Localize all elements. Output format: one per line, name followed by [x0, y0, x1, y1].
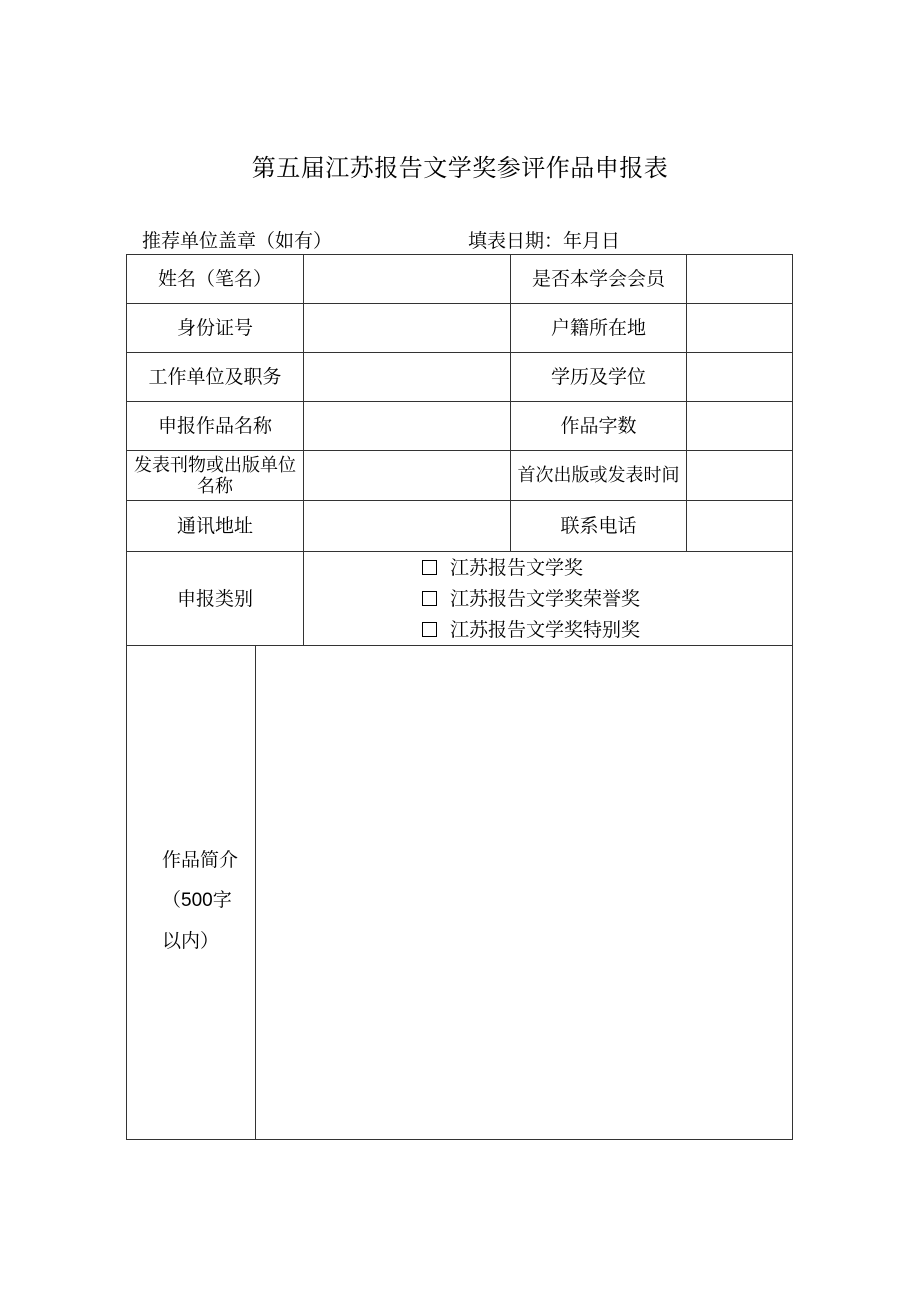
category-option-1[interactable]	[422, 552, 583, 583]
category-options	[303, 551, 793, 646]
input-household[interactable]	[686, 303, 793, 353]
form-title: 第五届江苏报告文学奖参评作品申报表	[251, 154, 669, 182]
input-address[interactable]	[303, 500, 511, 552]
label-household: 户籍所在地	[510, 303, 687, 353]
label-work-title: 申报作品名称	[126, 401, 304, 451]
input-word-count[interactable]	[686, 401, 793, 451]
checkbox-icon[interactable]	[422, 591, 437, 606]
category-option-label: 江苏报告文学奖荣誉奖	[450, 587, 641, 610]
checkbox-icon[interactable]	[422, 622, 437, 637]
input-name[interactable]	[303, 254, 511, 304]
intro-label-line3: 以内）	[162, 930, 220, 952]
recommender-seal-label: 推荐单位盖章（如有）	[142, 230, 333, 252]
input-first-publish-time[interactable]	[686, 450, 793, 501]
intro-label	[162, 840, 238, 961]
category-option-label: 江苏报告文学奖特别奖	[450, 618, 641, 641]
input-member[interactable]	[686, 254, 793, 304]
label-phone: 联系电话	[510, 500, 687, 552]
label-category: 申报类别	[126, 551, 304, 646]
fill-date-label: 填表日期：年月日	[468, 230, 621, 252]
input-intro[interactable]	[255, 645, 793, 1140]
label-address: 通讯地址	[126, 500, 304, 552]
label-first-publish-time: 首次出版或发表时间	[510, 450, 687, 501]
input-phone[interactable]	[686, 500, 793, 552]
category-option-label: 江苏报告文学奖	[450, 556, 584, 579]
input-publisher[interactable]	[303, 450, 511, 501]
intro-label-line2: （500字	[162, 889, 232, 911]
label-name: 姓名（笔名）	[126, 254, 304, 304]
intro-label-line1: 作品简介	[162, 849, 239, 871]
label-word-count: 作品字数	[510, 401, 687, 451]
category-option-3[interactable]	[422, 614, 640, 645]
label-member: 是否本学会会员	[510, 254, 687, 304]
label-education: 学历及学位	[510, 352, 687, 402]
checkbox-icon[interactable]	[422, 560, 437, 575]
label-id-number: 身份证号	[126, 303, 304, 353]
input-education[interactable]	[686, 352, 793, 402]
category-option-2[interactable]	[422, 583, 640, 614]
label-publisher: 发表刊物或出版单位名称	[126, 450, 304, 501]
input-id-number[interactable]	[303, 303, 511, 353]
input-work-unit[interactable]	[303, 352, 511, 402]
input-work-title[interactable]	[303, 401, 511, 451]
label-work-unit: 工作单位及职务	[126, 352, 304, 402]
